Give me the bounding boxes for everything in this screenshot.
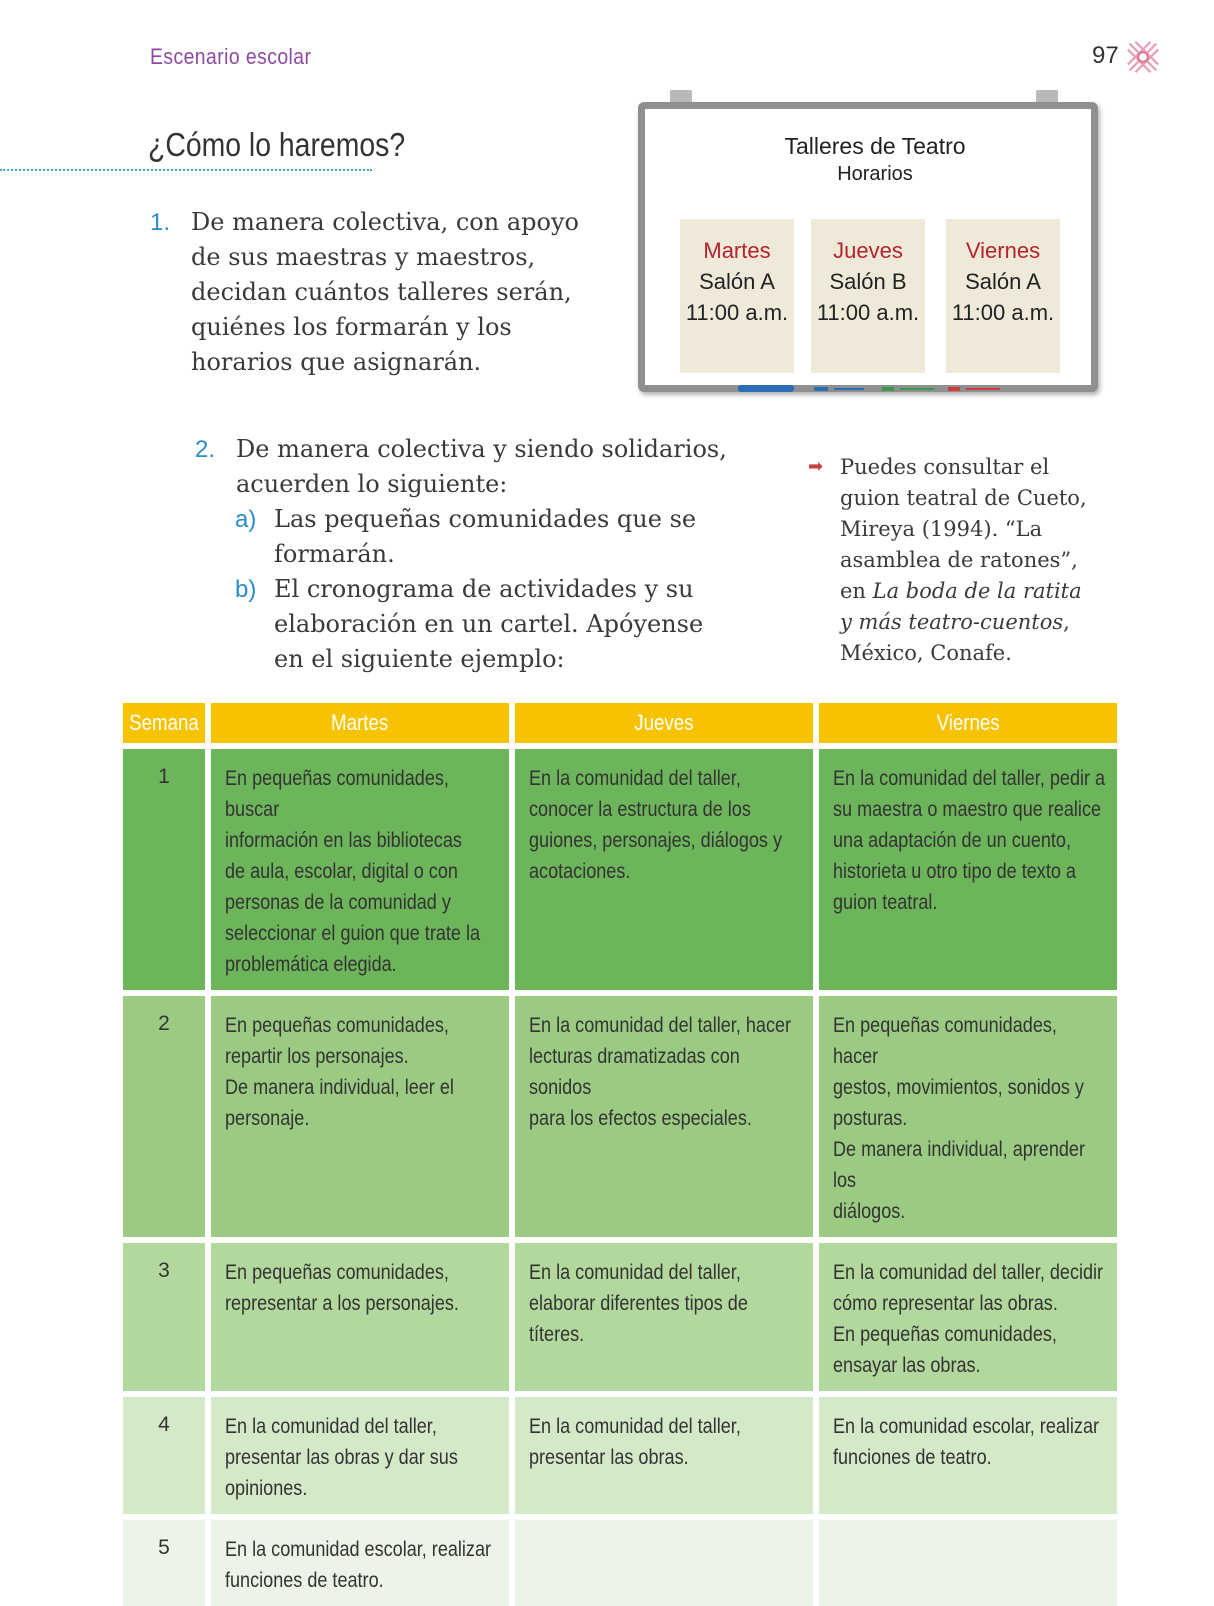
week-number: 3 <box>123 1243 205 1391</box>
table-row <box>123 749 1117 990</box>
week-number: 5 <box>123 1520 205 1606</box>
schedule-note-3 <box>946 219 1060 373</box>
step-1-number: 1. <box>150 209 171 236</box>
step-1-text: De manera colectiva, con apoyo de sus maestras y maestros, decidan cuántos talleres serán, quiénes los formarán y los horarios que asignarán. <box>191 208 579 376</box>
note-room: Salón A <box>699 269 775 294</box>
thursday-cell: En la comunidad del taller, elaborar diferentes tipos de títeres. <box>515 1243 813 1391</box>
week-number: 4 <box>123 1397 205 1514</box>
friday-cell <box>819 1520 1117 1606</box>
note-day: Viernes <box>965 238 1041 263</box>
note-time: 11:00 a.m. <box>951 300 1055 325</box>
arrow-right-icon: ➡ <box>808 456 824 477</box>
reference-text-after: , México, Conafe. <box>840 610 1070 665</box>
friday-cell: En la comunidad escolar, realizar funciones de teatro. <box>819 1397 1117 1514</box>
note-time: 11:00 a.m. <box>685 300 789 325</box>
header-week: Semana <box>123 703 205 743</box>
tuesday-cell: En la comunidad del taller, presentar las obras y dar sus opiniones. <box>211 1397 509 1514</box>
reference-book-title: La boda de la ratita y más teatro-cuentos <box>840 579 1082 634</box>
step-2-item-b <box>235 572 735 677</box>
thursday-cell: En la comunidad del taller, presentar las obras. <box>515 1397 813 1514</box>
step-2 <box>195 432 735 677</box>
header-thursday: Jueves <box>515 703 813 743</box>
note-room: Salón B <box>829 269 907 294</box>
reference-text-before: Puedes consultar el guion teatral de Cueto, Mireya (1994). “La asamblea de ratones”, en <box>840 455 1087 603</box>
table-row <box>123 1243 1117 1391</box>
item-text: El cronograma de actividades y su elaboración en un cartel. Apóyense en el siguiente ejemplo: <box>274 575 704 673</box>
tuesday-cell: En la comunidad escolar, realizar funciones de teatro. <box>211 1520 509 1606</box>
schedule-note-2 <box>811 219 925 373</box>
section-label: Escenario escolar <box>150 44 312 69</box>
reference-note <box>840 452 1100 669</box>
thursday-cell <box>515 1520 813 1606</box>
whiteboard <box>638 88 1102 406</box>
item-letter: a) <box>235 506 257 533</box>
table-row <box>123 1520 1117 1606</box>
friday-cell: En la comunidad del taller, decidir cómo representar las obras. En pequeñas comunidades, ensayar las obras. <box>819 1243 1117 1391</box>
step-1 <box>150 205 590 380</box>
header-friday: Viernes <box>819 703 1117 743</box>
week-number: 2 <box>123 996 205 1237</box>
thursday-cell: En la comunidad del taller, hacer lecturas dramatizadas con sonidos para los efectos especiales. <box>515 996 813 1237</box>
thursday-cell: En la comunidad del taller, conocer la estructura de los guiones, personajes, diálogos y acotaciones. <box>515 749 813 990</box>
tuesday-cell: En pequeñas comunidades, buscar información en las bibliotecas de aula, escolar, digital o con personas de la comunidad y seleccionar el guion que trate la problemática elegida. <box>211 749 509 990</box>
note-room: Salón A <box>965 269 1041 294</box>
schedule-note-1 <box>680 219 794 373</box>
activity-schedule-table <box>117 703 1123 1606</box>
step-2-item-a <box>235 502 735 572</box>
page-number: 97 <box>1092 42 1119 69</box>
section-title: ¿Cómo lo haremos? <box>148 126 406 163</box>
marker-tray <box>638 384 1100 394</box>
header-tuesday: Martes <box>211 703 509 743</box>
board-subtitle: Horarios <box>837 163 913 185</box>
tuesday-cell: En pequeñas comunidades, representar a los personajes. <box>211 1243 509 1391</box>
item-letter: b) <box>235 576 257 603</box>
note-time: 11:00 a.m. <box>816 300 920 325</box>
board-frame <box>638 102 1098 392</box>
title-underline <box>0 169 372 171</box>
step-2-text: De manera colectiva y siendo solidarios, acuerden lo siguiente: <box>236 435 727 498</box>
board-title: Talleres de Teatro <box>784 133 966 159</box>
table-row <box>123 1397 1117 1514</box>
note-day: Martes <box>703 238 771 263</box>
friday-cell: En la comunidad del taller, pedir a su maestra o maestro que realice una adaptación de un cuento, historieta u otro tipo de texto a guion teatral. <box>819 749 1117 990</box>
decorative-knot-icon <box>1124 38 1162 76</box>
step-2-number: 2. <box>195 436 216 463</box>
friday-cell: En pequeñas comunidades, hacer gestos, movimientos, sonidos y posturas. De manera individual, aprender los diálogos. <box>819 996 1117 1237</box>
note-day: Jueves <box>833 238 903 263</box>
week-number: 1 <box>123 749 205 990</box>
tuesday-cell: En pequeñas comunidades, repartir los personajes. De manera individual, leer el personaje. <box>211 996 509 1237</box>
table-row <box>123 996 1117 1237</box>
item-text: Las pequeñas comunidades que se formarán. <box>274 505 697 568</box>
